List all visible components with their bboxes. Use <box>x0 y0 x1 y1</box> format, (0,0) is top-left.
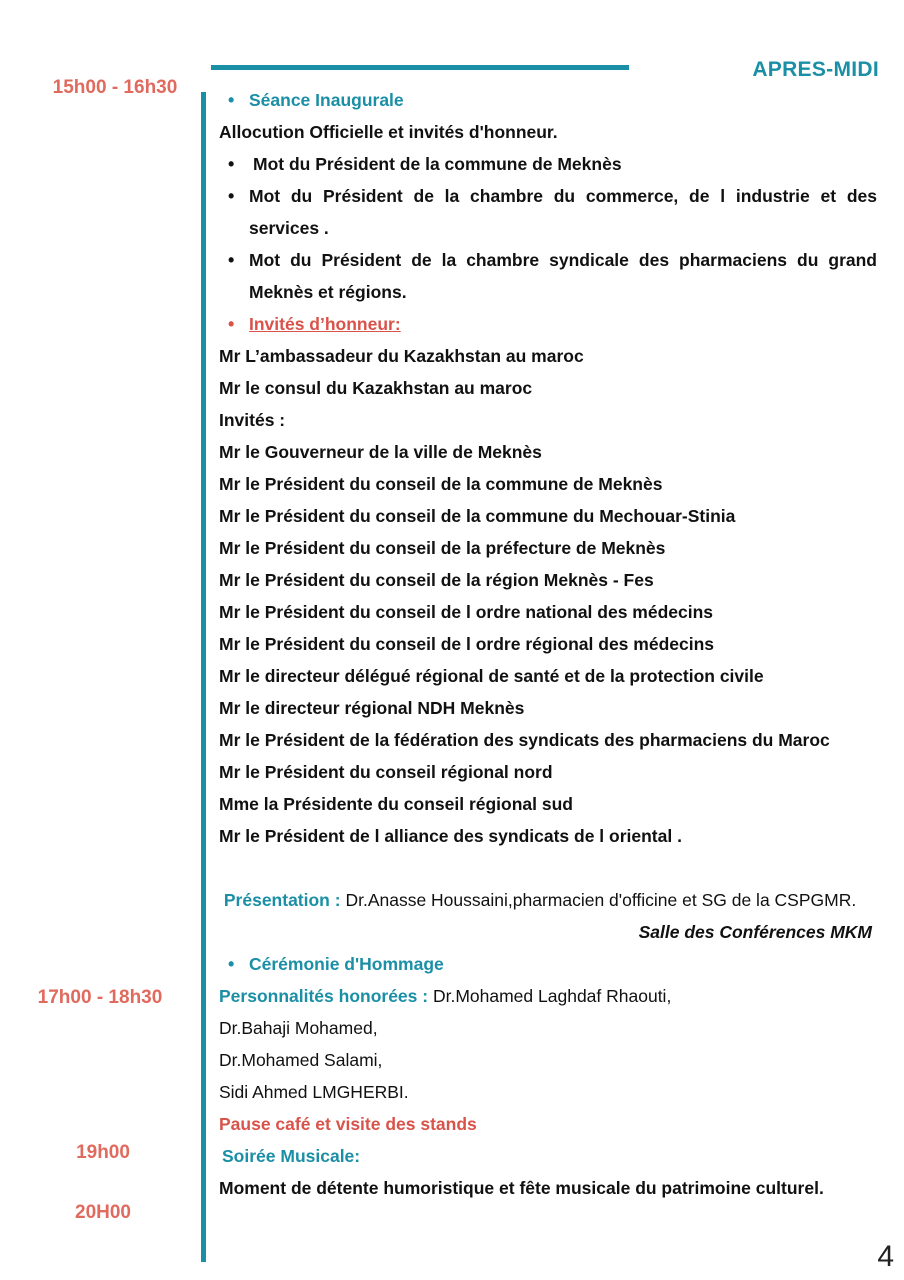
time-slot-2: 17h00 - 18h30 <box>37 987 163 1008</box>
invite-line: Mr le directeur délégué régional de santé et de la protection civile <box>219 666 764 686</box>
invite-line: Mr le Président du conseil de la préfecture de Meknès <box>219 538 666 558</box>
soiree-text: Moment de détente humoristique et fête musicale du patrimoine culturel. <box>219 1178 824 1198</box>
invite-line: Mme la Présidente du conseil régional sud <box>219 794 573 814</box>
presentation-label: Présentation : <box>223 890 341 910</box>
section-title: APRES-MIDI <box>752 58 879 81</box>
mot-item: • Mot du Président de la commune de Meknès <box>219 148 877 180</box>
timeline-bar <box>201 92 206 1262</box>
guest-line: Mr le consul du Kazakhstan au maroc <box>219 378 533 398</box>
honorees-label: Personnalités honorées : <box>219 986 429 1006</box>
soiree-title: Soirée Musicale: <box>222 1146 361 1166</box>
mot-item: • Mot du Président de la chambre syndicale des pharmaciens du grand Meknès et régions. <box>219 244 877 308</box>
presentation-text: Dr.Anasse Houssaini,pharmacien d'officine et SG de la CSPGMR. <box>345 890 857 910</box>
invite-line: Mr le Président de la fédération des syndicats des pharmaciens du Maroc <box>219 730 830 750</box>
venue-label: Salle des Conférences MKM <box>638 922 872 942</box>
allocution-line: Allocution Officielle et invités d'honneur. <box>219 122 558 142</box>
seance-title: • Séance Inaugurale <box>219 84 877 116</box>
ceremonie-title: • Cérémonie d'Hommage <box>219 948 877 980</box>
top-divider <box>211 65 629 70</box>
spacer <box>219 852 877 884</box>
invite-line: Mr le Président du conseil de la région Meknès - Fes <box>219 570 654 590</box>
invite-line: Mr le Président du conseil de l ordre régional des médecins <box>219 634 715 654</box>
mot-item: • Mot du Président de la chambre du commerce, de l industrie et des services . <box>219 180 877 244</box>
honoree-name: Sidi Ahmed LMGHERBI. <box>219 1082 409 1102</box>
invite-line: Mr le Président du conseil de l ordre national des médecins <box>219 602 714 622</box>
invite-line: Mr le Président de l alliance des syndicats de l oriental . <box>219 826 682 846</box>
invite-line: Mr le Président du conseil de la commune du Mechouar-Stinia <box>219 506 736 526</box>
guest-line: Mr L’ambassadeur du Kazakhstan au maroc <box>219 346 584 366</box>
presentation-line <box>219 884 877 916</box>
time-slot-1: 15h00 - 16h30 <box>52 77 178 98</box>
invite-line: Mr le Gouverneur de la ville de Meknès <box>219 442 542 462</box>
honoree-name: Dr.Mohamed Laghdaf Rhaouti, <box>432 986 672 1006</box>
page-number: 4 <box>877 1240 894 1273</box>
honneur-title: • Invités d’honneur: <box>219 308 877 340</box>
time-slot-4: 20H00 <box>75 1202 131 1223</box>
invite-line: Mr le directeur régional NDH Meknès <box>219 698 525 718</box>
honoree-name: Dr.Bahaji Mohamed, <box>219 1018 378 1038</box>
invites-title: Invités : <box>219 410 286 430</box>
time-slot-3: 19h00 <box>76 1142 130 1163</box>
invite-line: Mr le Président du conseil de la commune de Meknès <box>219 474 663 494</box>
program-content <box>219 84 877 1204</box>
honoree-name: Dr.Mohamed Salami, <box>219 1050 383 1070</box>
pause-line: Pause café et visite des stands <box>219 1114 477 1134</box>
invite-line: Mr le Président du conseil régional nord <box>219 762 553 782</box>
honorees-line <box>219 980 877 1012</box>
